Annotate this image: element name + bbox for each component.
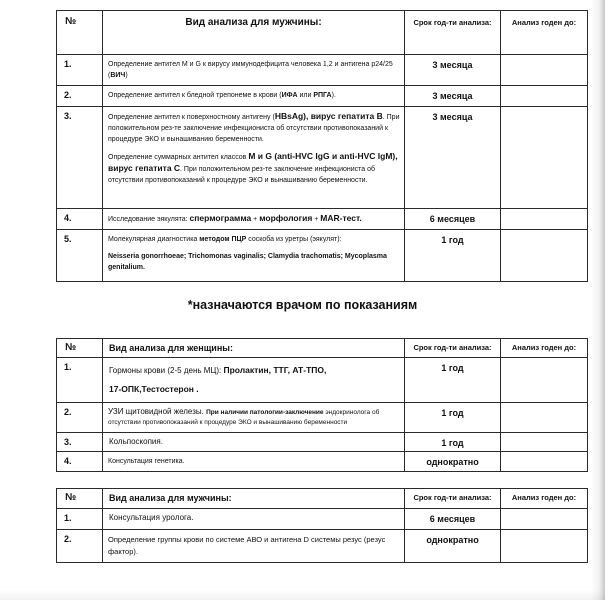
row-number: 3. <box>57 107 103 209</box>
page-edge-shadow <box>591 0 605 600</box>
row-number: 4. <box>57 209 103 230</box>
table-header-row <box>57 11 588 55</box>
row-valid-until-cell[interactable] <box>501 230 588 282</box>
table-row <box>57 358 588 403</box>
men-analysis-table <box>56 10 588 282</box>
row-description: Консультация уролога. <box>103 509 405 530</box>
row-number: 2. <box>57 403 103 433</box>
row-valid-until-cell[interactable] <box>501 530 588 563</box>
row-description: Гормоны крови (2-5 день МЦ): Пролактин, ТТГ, АТ-ТПО, 17-ОПК,Тестостерон . <box>103 358 405 403</box>
table-row <box>57 86 588 107</box>
header-analysis-type: Вид анализа для женщины: <box>103 339 405 358</box>
row-number: 2. <box>57 530 103 563</box>
header-valid-until: Анализ годен до: <box>501 339 588 358</box>
row-number: 5. <box>57 230 103 282</box>
header-number: № <box>57 489 103 509</box>
row-validity-term: 1 год <box>405 403 501 433</box>
row-validity-term: однократно <box>405 530 501 563</box>
row-validity-term: 1 год <box>405 358 501 403</box>
row-validity-term: 3 месяца <box>405 55 501 86</box>
page-bottom-shadow <box>0 590 605 600</box>
row-number: 3. <box>57 433 103 452</box>
row-validity-term: 6 месяцев <box>405 209 501 230</box>
row-description: Исследование эякулята: спермограмма + морфология + MAR-тест. <box>103 209 405 230</box>
doctor-note: *назначаются врачом по показаниям <box>187 298 418 312</box>
row-valid-until-cell[interactable] <box>501 107 588 209</box>
row-valid-until-cell[interactable] <box>501 55 588 86</box>
pathogen-list: Neisseria gonorrhoeae; Trichomonas vaginalis; Clamydia trachomatis; Mycoplasma genitalium. <box>108 253 387 271</box>
table-header-row <box>57 339 588 358</box>
row-valid-until-cell[interactable] <box>501 433 588 452</box>
row-valid-until-cell[interactable] <box>501 452 588 472</box>
table-row <box>57 403 588 433</box>
row-description: Кольпоскопия. <box>103 433 405 452</box>
header-valid-until: Анализ годен до: <box>501 11 588 55</box>
row-valid-until-cell[interactable] <box>501 358 588 403</box>
row-number: 1. <box>57 358 103 403</box>
women-analysis-table <box>56 338 588 472</box>
row-description: УЗИ щитовидной железы. При наличии патологии-заключение эндокринолога об отсутствии противопоказаний к процедуре ЭКО и вынашиванию беременности <box>103 403 405 433</box>
row-description: Молекулярная диагностика методом ПЦР соскоба из уретры (эякулят): Neisseria gonorrhoeae; Trichomonas vaginalis; Clamydia trachomatis; Mycoplasma genitalium. <box>103 230 405 282</box>
row-description: Определение антител к поверхностному антигену (HBsAg), вирус гепатита В. При положительном рез-те заключение инфекциониста об отсутствии противопоказаний к процедуре ЭКО и вынашиванию беременности. Определение суммарных антител классов M и G (anti-HVC IgG и anti-HVC IgM), вирус гепатита С. При положительном рез-те заключение инфекциониста об отсутствии противопоказаний к процедуре ЭКО и вынашиванию беременности. <box>103 107 405 209</box>
row-description: Консультация генетика. <box>103 452 405 472</box>
table-row <box>57 55 588 86</box>
table-row <box>57 230 588 282</box>
row-description: Определение антител M и G к вирусу иммунодефицита человека 1,2 и антигена p24/25 (ВИЧ) <box>103 55 405 86</box>
row-description: Определение антител к бледной трепонеме в крови (ИФА или РПГА). <box>103 86 405 107</box>
row-valid-until-cell[interactable] <box>501 509 588 530</box>
table-row <box>57 209 588 230</box>
header-valid-until: Анализ годен до: <box>501 489 588 509</box>
row-valid-until-cell[interactable] <box>501 209 588 230</box>
row-number: 1. <box>57 55 103 86</box>
table-row <box>57 107 588 209</box>
row-description: Определение группы крови по системе АВО и антигена D системы резус (резус фактор). <box>103 530 405 563</box>
row-number: 1. <box>57 509 103 530</box>
header-analysis-type: Вид анализа для мужчины: <box>103 489 405 509</box>
row-number: 4. <box>57 452 103 472</box>
header-validity-term: Срок год-ти анализа: <box>405 339 501 358</box>
men-analysis-table-2 <box>56 488 588 563</box>
header-number: № <box>57 339 103 358</box>
table-row <box>57 530 588 563</box>
header-validity-term: Срок год-ти анализа: <box>405 11 501 55</box>
row-valid-until-cell[interactable] <box>501 403 588 433</box>
header-analysis-type: Вид анализа для мужчины: <box>103 11 405 55</box>
row-number: 2. <box>57 86 103 107</box>
row-valid-until-cell[interactable] <box>501 86 588 107</box>
row-validity-term: 3 месяца <box>405 107 501 209</box>
row-validity-term: 6 месяцев <box>405 509 501 530</box>
header-validity-term: Срок год-ти анализа: <box>405 489 501 509</box>
header-number: № <box>57 11 103 55</box>
row-validity-term: 3 месяца <box>405 86 501 107</box>
table-row <box>57 433 588 452</box>
row-validity-term: однократно <box>405 452 501 472</box>
row-validity-term: 1 год <box>405 433 501 452</box>
table-header-row <box>57 489 588 509</box>
table-row <box>57 452 588 472</box>
row-validity-term: 1 год <box>405 230 501 282</box>
table-row <box>57 509 588 530</box>
